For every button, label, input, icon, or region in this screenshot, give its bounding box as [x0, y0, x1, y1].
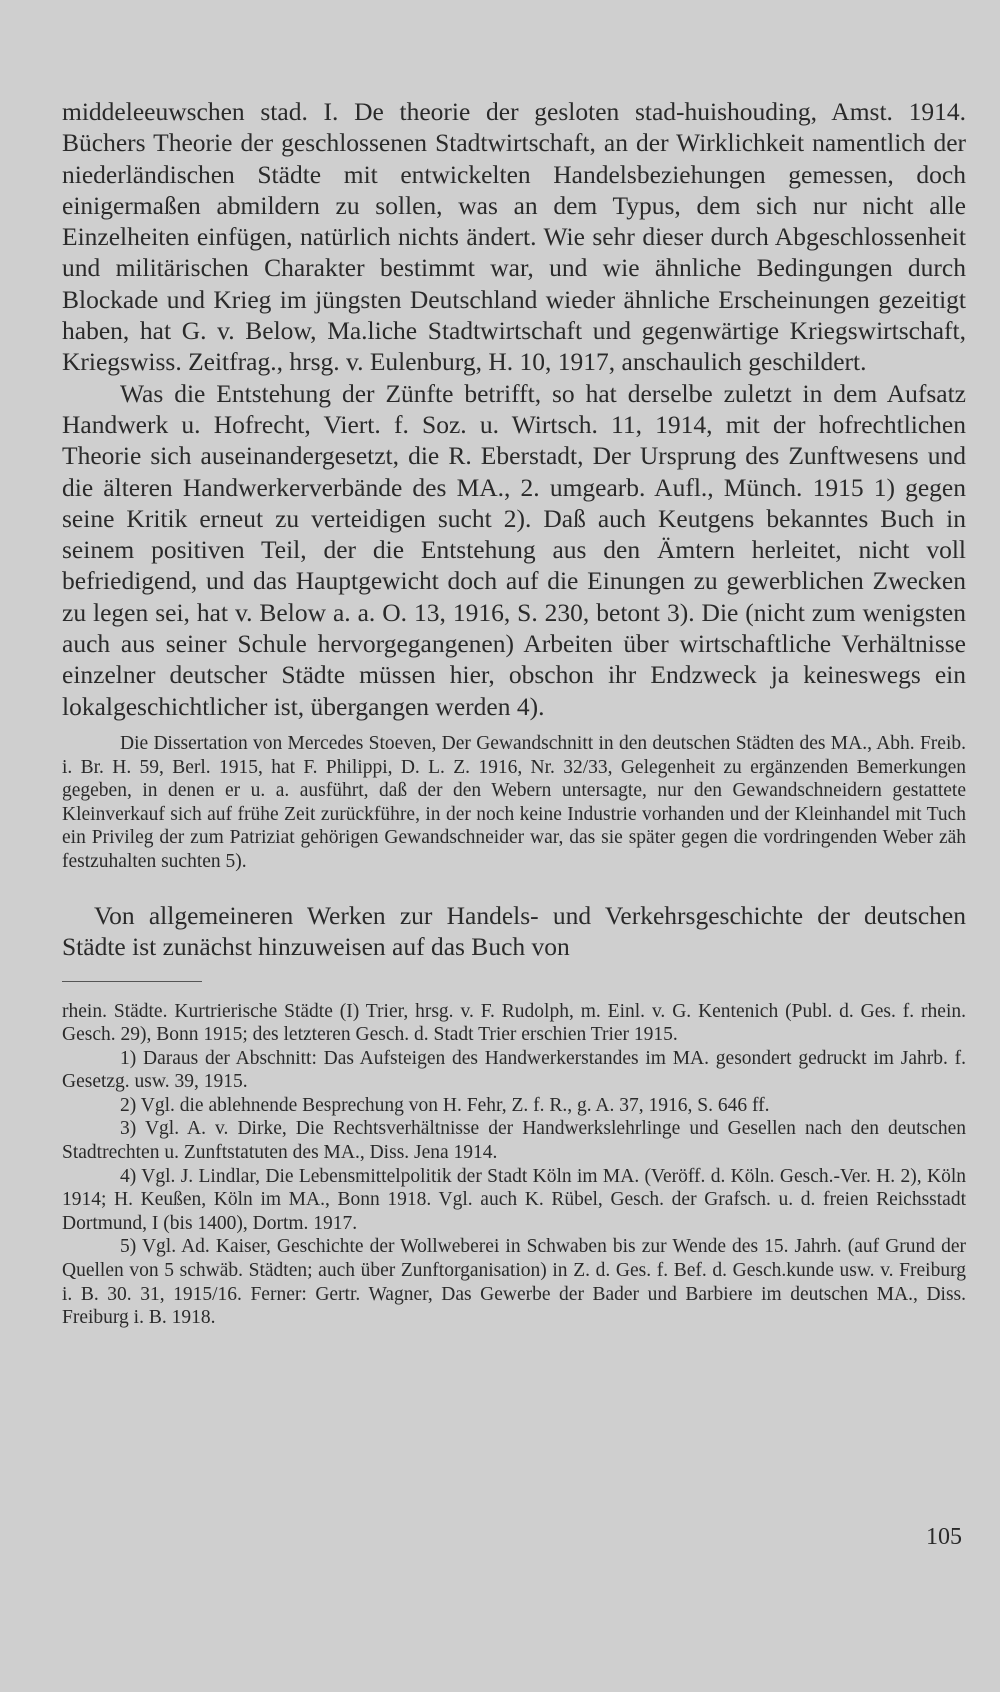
footnote-2: 2) Vgl. die ablehnende Besprechung von H. Fehr, Z. f. R., g. A. 37, 1916, S. 646 ff. [120, 1094, 770, 1116]
page-number: 105 [926, 1524, 962, 1550]
footnote-divider [62, 981, 202, 982]
footnote-1: 1) Daraus der Abschnitt: Das Aufsteigen des Handwerkerstandes im MA. gesondert gedruckt im Jahrb. f. Gesetzg. usw. 39, 1915. [62, 1047, 966, 1093]
footnote-5: 5) Vgl. Ad. Kaiser, Geschichte der Wollweberei in Schwaben bis zur Wende des 15. Jahrh. (auf Grund der Quellen von 5 schwäb. Städten; auch über Zunftorganisation) in Z. d. Ges. f. Bef. d. Gesch.kunde usw. v. Freiburg i. B. 30. 31, 1915/16. Ferner: Gertr. Wagner, Das Gewerbe der Bader und Barbiere im deutschen MA., Diss. Freiburg i. B. 1918. [62, 1236, 966, 1329]
footnote-4: 4) Vgl. J. Lindlar, Die Lebensmittelpolitik der Stadt Köln im MA. (Veröff. d. Köln. Gesch.-Ver. H. 2), Köln 1914; H. Keußen, Köln im MA., Bonn 1918. Vgl. auch K. Rübel, Gesch. der Grafsch. u. d. freien Reichsstadt Dortmund, I (bis 1400), Dortm. 1917. [62, 1165, 966, 1234]
footnotes [62, 1000, 966, 1330]
paragraph-3: Von allgemeineren Werken zur Handels- und Verkehrsgeschichte der deutschen Städte ist zunächst hinzuweisen auf das Buch von [62, 900, 966, 961]
paragraph-2: Was die Entstehung der Zünfte betrifft, so hat derselbe zuletzt in dem Aufsatz Handwerk u. Hofrecht, Viert. f. Soz. u. Wirtsch. 11, 1914, mit der hofrechtlichen Theorie sich auseinandergesetzt, die R. Eberstadt, Der Ursprung des Zunftwesens und die älteren Handwerkerverbände des MA., 2. umgearb. Aufl., Münch. 1915 1) gegen seine Kritik erneut zu verteidigen sucht 2). Daß auch Keutgens bekanntes Buch in seinem positiven Teil, der die Entstehung aus den Ämtern herleitet, nicht voll befriedigend, und das Hauptgewicht doch auf die Einungen zu gewerblichen Zwecken zu legen sei, hat v. Below a. a. O. 13, 1916, S. 230, betont 3). Die (nicht zum wenigsten auch aus seiner Schule hervorgegangenen) Arbeiten über wirtschaftliche Verhältnisse einzelner deutscher Städte müssen hier, obschon ihr Endzweck ja keineswegs ein lokalgeschichtlicher ist, übergangen werden 4). [62, 378, 966, 721]
small-print-paragraph: Die Dissertation von Mercedes Stoeven, Der Gewandschnitt in den deutschen Städten des MA., Abh. Freib. i. Br. H. 59, Berl. 1915, hat F. Philippi, D. L. Z. 1916, Nr. 32/33, Gelegenheit zu ergänzenden Bemerkungen gegeben, in denen er u. a. ausführt, daß der den Webern untersagte, nur den Gewandschneidern gestattete Kleinverkauf sich auf frühe Zeit zurückführe, in der noch keine Industrie vorhanden und der Kleinhandel mit Tuch ein Privileg der zum Patriziat gehörigen Gewandschneider war, das sie später gegen die vordringenden Weber zäh festzuhalten suchten 5). [62, 732, 966, 872]
paragraph-1: middeleeuwschen stad. I. De theorie der gesloten stad-huishouding, Amst. 1914. Büchers Theorie der geschlossenen Stadtwirtschaft, an der Wirklichkeit namentlich der niederländischen Städte mit entwickelten Handelsbeziehungen gemessen, doch einigermaßen abmildern zu sollen, was an dem Typus, dem sich nur nicht alle Einzelheiten einfügen, natürlich nichts ändert. Wie sehr dieser durch Abgeschlossenheit und militärischen Charakter bestimmt war, und wie ähnliche Bedingungen durch Blockade und Krieg im jüngsten Deutschland wieder ähnliche Erscheinungen gezeitigt haben, hat G. v. Below, Ma.liche Stadtwirtschaft und gegenwärtige Kriegswirtschaft, Kriegswiss. Zeitfrag., hrsg. v. Eulenburg, H. 10, 1917, anschaulich geschildert. [62, 97, 966, 377]
footnote-3: 3) Vgl. A. v. Dirke, Die Rechtsverhältnisse der Handwerkslehrlinge und Gesellen nach den deutschen Stadtrechten u. Zunftstatuten des MA., Diss. Jena 1914. [62, 1118, 966, 1164]
main-text [62, 96, 966, 722]
footnote-continuation: rhein. Städte. Kurtrierische Städte (I) Trier, hrsg. v. F. Rudolph, m. Einl. v. G. Kentenich (Publ. d. Ges. f. rhein. Gesch. 29), Bonn 1915; des letzteren Gesch. d. Stadt Trier erschien Trier 1915. [62, 1000, 966, 1046]
